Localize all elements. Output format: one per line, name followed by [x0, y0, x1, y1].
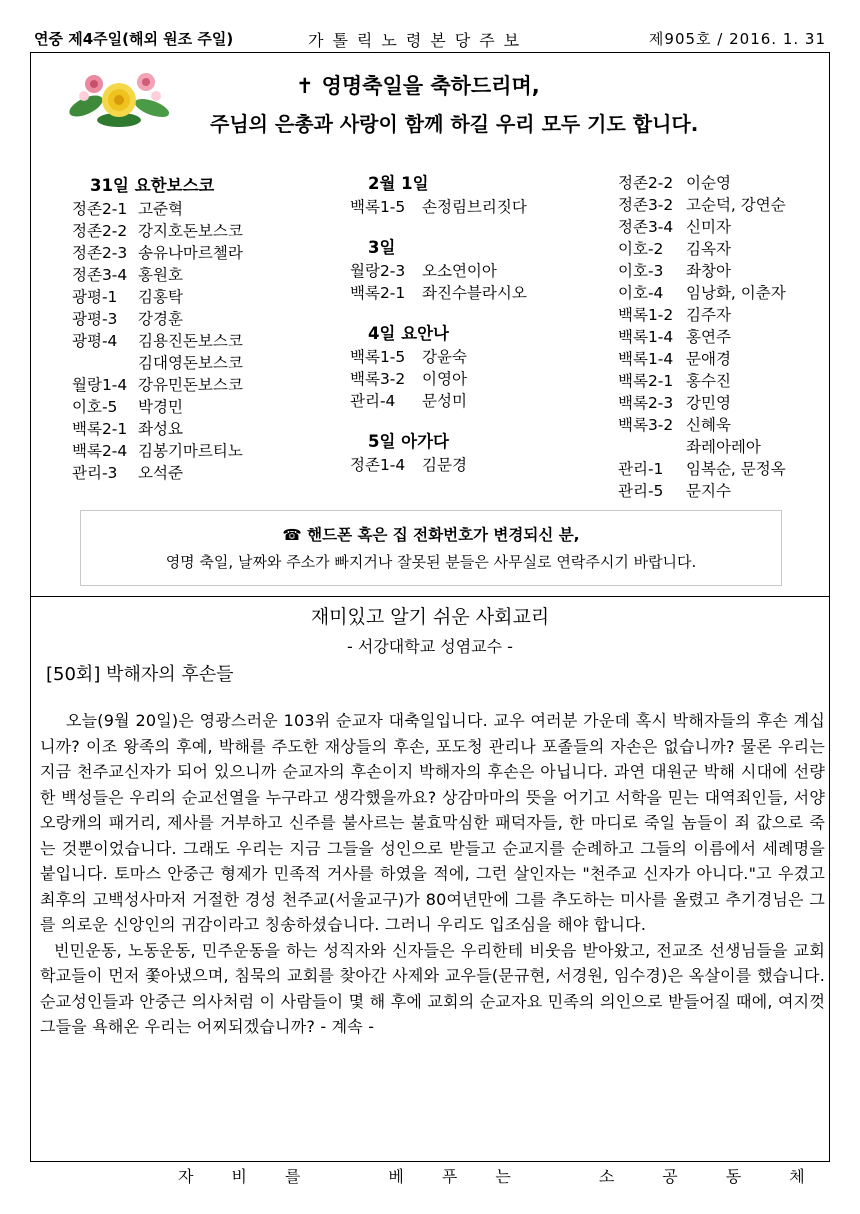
- feast-entry-name: 강윤숙: [422, 348, 467, 366]
- footer-char: 공: [662, 1167, 678, 1186]
- feast-entry-name: 김홍탁: [138, 288, 183, 306]
- feast-entry: [72, 308, 243, 330]
- feast-entry-group: 월랑1-4: [72, 376, 128, 394]
- feast-entry: [72, 242, 243, 264]
- feast-entry-group: 백록1-5: [350, 198, 406, 216]
- feast-entry: [350, 196, 527, 218]
- feast-entry: [350, 390, 527, 412]
- footer-char: 베: [388, 1167, 404, 1186]
- feast-entry: [618, 458, 786, 480]
- feast-entry-name: 좌창아: [686, 262, 731, 280]
- feast-entry-group: 정존2-3: [72, 244, 128, 262]
- feast-entry-name: 문지수: [686, 482, 731, 500]
- feast-column-2: [350, 172, 527, 476]
- feast-entry: [72, 286, 243, 308]
- feast-entry-group: 백록1-4: [618, 350, 674, 368]
- article-title: 재미있고 알기 쉬운 사회교리: [310, 606, 550, 628]
- feast-entry: [72, 220, 243, 242]
- feast-day: 3일: [368, 238, 396, 257]
- feast-entry: [72, 462, 243, 484]
- feast-entry: [618, 238, 786, 260]
- feast-entry: [350, 368, 527, 390]
- feast-entry-group: 이호-3: [618, 262, 664, 280]
- greeting-title: [296, 70, 540, 100]
- feast-entry-group: 이호-5: [72, 398, 118, 416]
- feast-entry-group: 백록3-2: [350, 370, 406, 388]
- feast-day: 31일 요한보스코: [90, 176, 215, 195]
- feast-entry: [72, 352, 243, 374]
- feast-column-3: [618, 172, 786, 502]
- feast-entry-group: 정존3-4: [72, 266, 128, 284]
- section-divider: [30, 596, 830, 597]
- feast-entry-name: 임복순, 문정옥: [686, 460, 786, 478]
- footer-char: 는: [495, 1167, 511, 1186]
- feast-entry-name: 문애경: [686, 350, 731, 368]
- feast-entry: [618, 436, 786, 458]
- footer-char: 를: [284, 1167, 301, 1186]
- feast-entry: [618, 414, 786, 436]
- feast-entry-name: 김옥자: [686, 240, 731, 258]
- feast-entry-group: 정존1-4: [350, 456, 406, 474]
- feast-entry-name: 김문경: [422, 456, 467, 474]
- feast-entry-group: 월랑2-3: [350, 262, 406, 280]
- feast-entry: [350, 454, 527, 476]
- feast-entry-name: 김봉기마르티노: [138, 442, 243, 460]
- notice-box: [80, 510, 782, 586]
- feast-entry-group: 광평-4: [72, 332, 118, 350]
- feast-entry: [618, 172, 786, 194]
- feast-entry-name: 강민영: [686, 394, 731, 412]
- feast-entry-name: 김주자: [686, 306, 731, 324]
- feast-entry: [618, 326, 786, 348]
- feast-entry-name: 홍원호: [138, 266, 183, 284]
- feast-entry-name: 김용진돈보스코: [138, 332, 243, 350]
- feast-entry-group: 백록2-1: [72, 420, 128, 438]
- cross-icon: ✝: [296, 74, 314, 98]
- feast-entry-group: 백록2-1: [350, 284, 406, 302]
- feast-entry-group: 광평-3: [72, 310, 118, 328]
- feast-entry-name: 손정림브리짓다: [422, 198, 527, 216]
- feast-entry: [618, 304, 786, 326]
- feast-entry-name: 신혜욱: [686, 416, 731, 434]
- feast-entry-group: 관리-4: [350, 392, 396, 410]
- feast-entry-name: 오석준: [138, 464, 183, 482]
- feast-entry-group: 관리-3: [72, 464, 118, 482]
- feast-entry-group: 백록1-5: [350, 348, 406, 366]
- feast-entry-name: 강유민돈보스코: [138, 376, 243, 394]
- feast-entry-name: 좌진수블라시오: [422, 284, 527, 302]
- feast-entry-name: 김대영돈보스코: [138, 354, 243, 372]
- feast-entry-name: 임낭화, 이춘자: [686, 284, 786, 302]
- feast-entry: [618, 216, 786, 238]
- article-paragraph: 오늘(9월 20일)은 영광스러운 103위 순교자 대축일입니다. 교우 여러분 가운데 혹시 박해자들의 후손 계십니까? 이조 왕족의 후예, 박해를 주도한 재상들의 후손, 포도청 관리나 포졸들의 자손은 없습니까? 물론 우리는 지금 천주교신자가 되어 있으니까 순교자의 후손이지 박해자의 후손은 아닙니다. 과연 대원군 박해 시대에 선량한 백성들은 우리의 순교선열을 누구라고 생각했을까요? 상감마마의 뜻을 어기고 서학을 믿는 대역죄인들, 서양 오랑캐의 패거리, 제사를 거부하고 신주를 불사르는 불효막심한 패덕자들, 한 마디로 죽일 놈들이 죄 값으로 죽는 것뿐이었습니다. 그래도 우리는 지금 그들을 성인으로 받들고 순교지를 순례하고 그들의 이름에서 세례명을 붙입니다. 토마스 안중근 형제가 민족적 거사를 하였을 적에, 그런 살인자는 "천주교 신자가 아니다."고 우겼고 최후의 고백성사마저 거절한 경성 천주교(서울교구)가 80여년만에 그를 추도하는 미사를 올렸고 추기경님은 그를 의로운 신앙인의 귀감이라고 칭송하셨습니다. 그러니 우리도 입조심을 해야 합니다.: [40, 711, 825, 934]
- feast-entry-group: 정존2-2: [72, 222, 128, 240]
- feast-entry-group: 백록3-2: [618, 416, 674, 434]
- feast-entry-name: 송유나마르첼라: [138, 244, 243, 262]
- header-issue: 제905호 / 2016. 1. 31: [648, 30, 826, 48]
- feast-entry: [72, 440, 243, 462]
- feast-entry: [618, 194, 786, 216]
- feast-entry-name: 홍수진: [686, 372, 731, 390]
- feast-entry-group: 이호-2: [618, 240, 664, 258]
- feast-entry-name: 좌성요: [138, 420, 183, 438]
- feast-entry-group: 정존3-4: [618, 218, 674, 236]
- feast-entry: [72, 374, 243, 396]
- feast-entry: [618, 260, 786, 282]
- feast-entry-name: 좌레아레아: [686, 438, 761, 456]
- feast-entry: [72, 198, 243, 220]
- feast-day: 2월 1일: [368, 174, 429, 193]
- footer-char: 자: [178, 1167, 194, 1186]
- feast-entry-name: 오소연이아: [422, 262, 497, 280]
- feast-entry-name: 강지호돈보스코: [138, 222, 243, 240]
- feast-entry: [72, 264, 243, 286]
- feast-entry-group: 백록2-1: [618, 372, 674, 390]
- feast-entry-group: 정존2-2: [618, 174, 674, 192]
- feast-entry: [618, 392, 786, 414]
- feast-entry-name: 고준혁: [138, 200, 183, 218]
- feast-entry-name: 이영아: [422, 370, 467, 388]
- feast-entry-name: 문성미: [422, 392, 467, 410]
- feast-entry-group: 정존2-1: [72, 200, 128, 218]
- feast-entry: [72, 396, 243, 418]
- feast-entry: [618, 480, 786, 502]
- feast-entry-group: 이호-4: [618, 284, 664, 302]
- header-bulletin-title: 가톨릭노령본당주보: [308, 31, 529, 50]
- footer-char: 동: [725, 1167, 742, 1186]
- greeting-line2: 주님의 은총과 사랑이 함께 하길 우리 모두 기도 합니다.: [210, 112, 699, 136]
- feast-entry: [350, 346, 527, 368]
- article-subtitle: - 서강대학교 성염교수 -: [347, 637, 513, 656]
- footer-char: 비: [231, 1167, 247, 1186]
- notice-line1-text: 핸드폰 혹은 집 전화번호가 변경되신 분,: [307, 526, 580, 544]
- feast-entry-group: 백록2-4: [72, 442, 128, 460]
- footer-char: 소: [598, 1167, 615, 1186]
- feast-day: 4일 요안나: [368, 324, 449, 343]
- footer-char: 푸: [441, 1167, 458, 1186]
- flower-icon: [64, 62, 174, 130]
- feast-entry-name: 고순덕, 강연순: [686, 196, 786, 214]
- feast-entry-group: 관리-1: [618, 460, 664, 478]
- feast-entry: [618, 282, 786, 304]
- feast-entry: [72, 330, 243, 352]
- feast-entry: [72, 418, 243, 440]
- feast-entry-name: 이순영: [686, 174, 731, 192]
- article-episode: [50회] 박해자의 후손들: [46, 664, 234, 685]
- footer-motto: [178, 1164, 805, 1187]
- phone-icon: ☎: [282, 526, 302, 544]
- feast-entry: [350, 260, 527, 282]
- article-body: [40, 708, 825, 1040]
- header: [30, 28, 830, 52]
- notice-line1: [81, 523, 781, 545]
- feast-entry-name: 홍연주: [686, 328, 731, 346]
- footer-char: 체: [789, 1167, 805, 1186]
- feast-entry: [350, 282, 527, 304]
- feast-entry-group: 백록1-2: [618, 306, 674, 324]
- feast-entry-name: 신미자: [686, 218, 731, 236]
- feast-entry-group: 광평-1: [72, 288, 118, 306]
- header-sunday: 연중 제4주일(해외 원조 주일): [34, 30, 234, 48]
- feast-column-1: [72, 174, 243, 484]
- feast-entry-group: 관리-5: [618, 482, 664, 500]
- feast-day: 5일 아가다: [368, 432, 449, 451]
- feast-entry-group: 정존3-2: [618, 196, 674, 214]
- feast-entry: [618, 348, 786, 370]
- feast-entry-group: 백록2-3: [618, 394, 674, 412]
- feast-entry-name: 박경민: [138, 398, 183, 416]
- feast-entry-name: 강경훈: [138, 310, 183, 328]
- article-paragraph: 빈민운동, 노동운동, 민주운동을 하는 성직자와 신자들은 우리한테 비웃음 받아왔고, 전교조 선생님들을 교회 학교들이 먼저 쫓아냈으며, 침묵의 교회를 찾아간 사제와 교우들(문규현, 서경원, 임수경)은 옥살이를 했습니다. 순교성인들과 안중근 의사처럼 이 사람들이 몇 해 후에 교회의 순교자요 민족의 의인으로 받들어질 때에, 여지껏 그들을 욕해온 우리는 어찌되겠습니까? - 계속 -: [40, 940, 825, 1036]
- feast-entry: [618, 370, 786, 392]
- notice-line2: 영명 축일, 날짜와 주소가 빠지거나 잘못된 분들은 사무실로 연락주시기 바랍니다.: [165, 553, 697, 571]
- greeting-line1: 영명축일을 축하드리며,: [321, 74, 540, 98]
- feast-entry-group: 백록1-4: [618, 328, 674, 346]
